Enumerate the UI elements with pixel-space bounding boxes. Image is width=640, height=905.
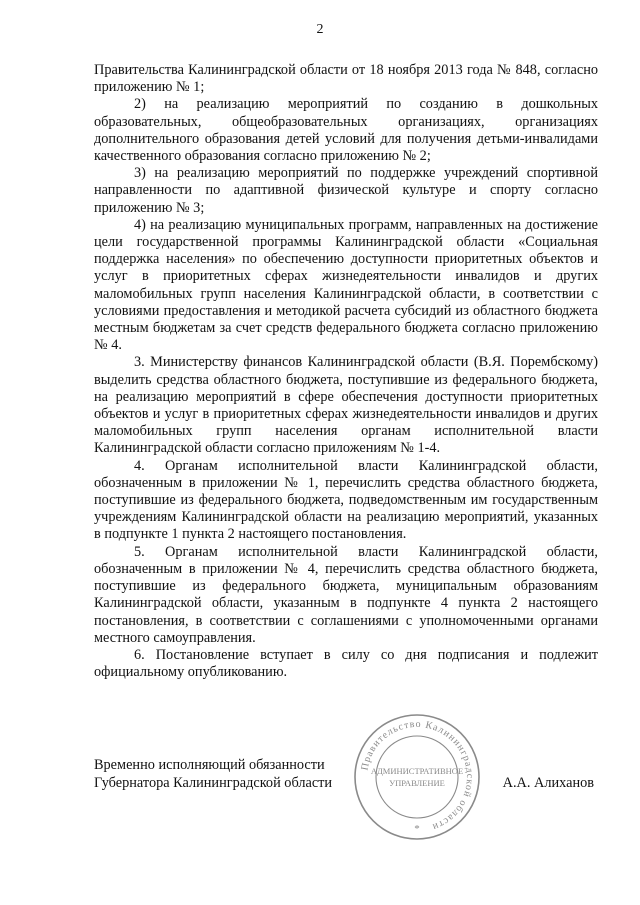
document-body — [94, 62, 598, 681]
paragraph-continuation: Правительства Калининградской области от 18 ноября 2013 года № 848, согласно приложению № 1; — [94, 62, 598, 96]
svg-text:Правительство Калининградской: Правительство Калининградской области — [359, 718, 476, 833]
signer-title-line-2: Губернатора Калининградской области — [94, 775, 333, 791]
paragraph-clause-5: 5. Органам исполнительной власти Калининградской области, обозначенным в приложении № 4, перечислить средства областного бюджета, поступившие из федерального бюджета, муниципальным образованиям Калининградской области, указанным в подпункте 4 пункта 2 настоящего постановления, в соответствии с соглашениями с уполномоченными органами местного самоуправления. — [94, 543, 598, 646]
paragraph-clause-6: 6. Постановление вступает в силу со дня подписания и подлежит официальному опубликованию. — [94, 646, 598, 681]
paragraph-item-4: 4) на реализацию муниципальных программ, направленных на достижение цели государственной программы Калининградской области «Социальная поддержка населения» по обеспечению доступности приоритетных объектов и услуг в приоритетных сферах жизнедеятельности инвалидов и других маломобильных групп населения Калининградской области, в соответствии с условиями предоставления и методикой расчета субсидий из областного бюджета местным бюджетам за счет средств федерального бюджета согласно приложению № 4. — [94, 216, 598, 354]
paragraph-item-3: 3) на реализацию мероприятий по поддержке учреждений спортивной направленности по адаптивной физической культуре и спорту согласно приложению № 3; — [94, 165, 598, 216]
page-number: 2 — [316, 22, 324, 37]
official-seal-stamp — [352, 712, 482, 842]
signature-block — [94, 756, 598, 816]
signer-title — [94, 756, 374, 792]
paragraph-item-2: 2) на реализацию мероприятий по созданию в дошкольных образовательных, общеобразовательных организациях, организациях дополнительного образования детей условий для получения детьми-инвалидами качественного образования согласно приложению № 2; — [94, 96, 598, 165]
svg-text:*: * — [414, 823, 420, 835]
signer-title-line-1: Временно исполняющий обязанности — [94, 757, 325, 773]
signer-name: А.А. Алиханов — [502, 775, 594, 791]
paragraph-clause-3: 3. Министерству финансов Калининградской области (В.Я. Порембскому) выделить средства областного бюджета, поступившие из федерального бюджета, на реализацию мероприятий в сфере обеспечения доступности приоритетных объектов и услуг в приоритетных сферах жизнедеятельности инвалидов и других маломобильных групп населения органам исполнительной власти Калининградской области согласно приложениям № 1-4. — [94, 354, 598, 457]
paragraph-clause-4: 4. Органам исполнительной власти Калининградской области, обозначенным в приложении № 1, перечислить средства областного бюджета, поступившие из федерального бюджета, подведомственным им государственным учреждениям Калининградской области на реализацию мероприятий, указанных в подпункте 1 пункта 2 настоящего постановления. — [94, 457, 598, 543]
svg-text:УПРАВЛЕНИЕ: УПРАВЛЕНИЕ — [389, 778, 445, 788]
svg-text:АДМИНИСТРАТИВНОЕ: АДМИНИСТРАТИВНОЕ — [370, 766, 464, 776]
